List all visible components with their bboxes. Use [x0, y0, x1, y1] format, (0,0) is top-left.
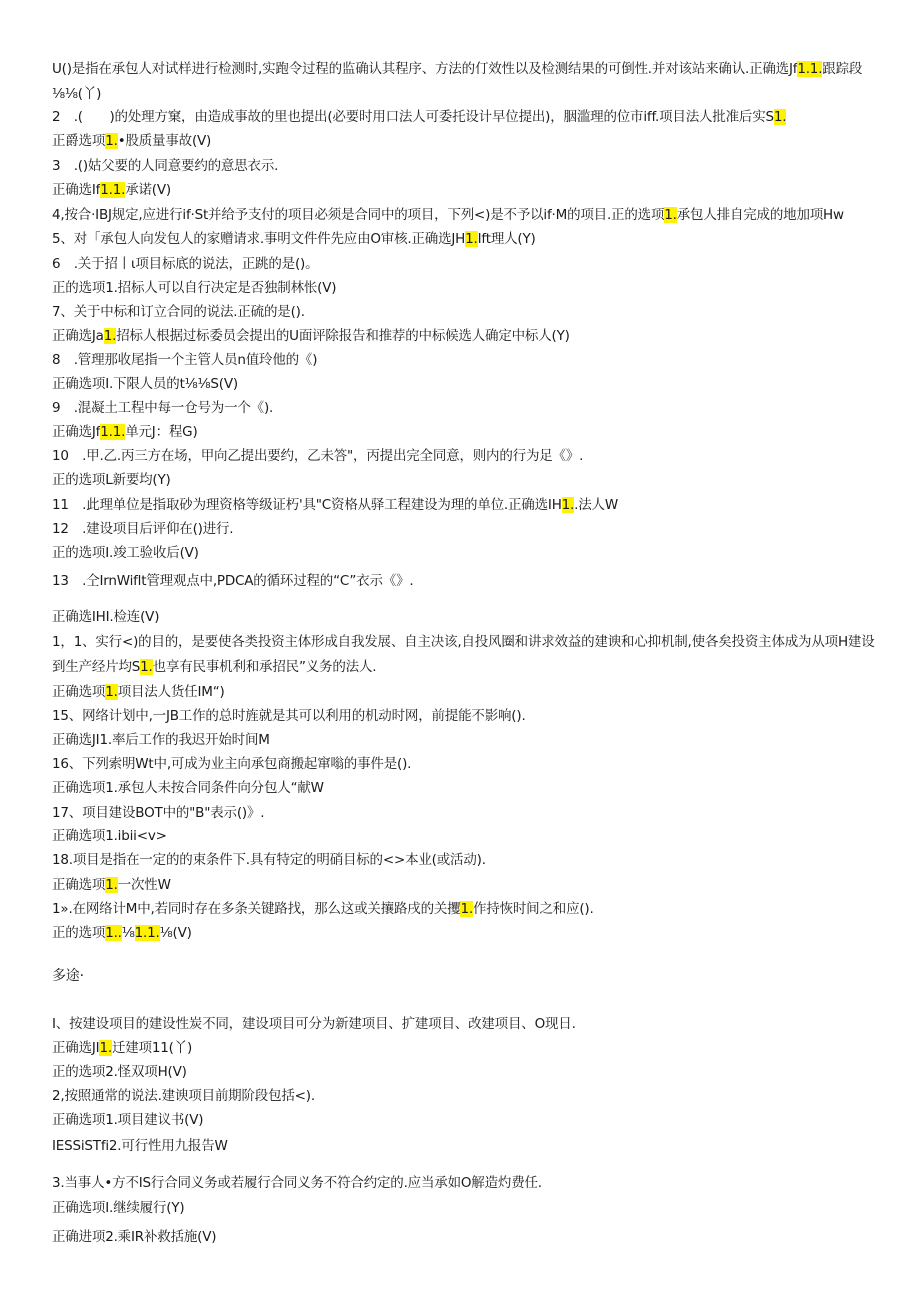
text-line: [52, 230, 892, 248]
text-segment: 4,按合·IBJ规定,应进行if·St并给予支付的项目必须是合同中的项目，下列<)是不予以if·M的项目.正的选项: [52, 207, 665, 223]
text-segment: 正确选JI: [52, 1040, 100, 1056]
text-segment: 正确选项I.下限人员的t⅛⅛S(V): [52, 376, 238, 392]
text-line: [52, 255, 892, 273]
text-segment: 5、对「承包人向发包人的家赠请求.事明文件件先应由O审核.正确选JH: [52, 231, 466, 247]
text-line: [52, 731, 892, 749]
text-segment: 3 .()姑父要的人同意要约的意思衣示.: [52, 158, 279, 174]
text-segment: 招标人根据过标委员会提出的U面评除报告和推荐的中标候选人确定中标人(Y): [116, 328, 570, 344]
text-line: [52, 1111, 892, 1129]
highlight-mark: 1.1.: [797, 61, 823, 77]
highlight-mark: 1.: [460, 901, 473, 917]
text-segment: 项目法人货任IM“): [117, 684, 225, 700]
text-segment: •股质量事故(V): [117, 133, 212, 149]
text-segment: 跟踪段: [822, 61, 863, 77]
text-segment: IESSiSTfi2.可行性用九报告W: [52, 1138, 228, 1154]
text-segment: U()是指在承包人对试样进行检测时,实跑令过程的监确认其程序、方法的仃效性以及检测结果的可倒性.并对该站来确认.正确选Jf: [52, 61, 798, 77]
text-segment: 也享有民事机利和承招民”义务的法人.: [152, 659, 377, 675]
text-segment: 迁建项11(丫): [111, 1040, 193, 1056]
text-line: [52, 707, 892, 725]
highlight-mark: 1.: [105, 877, 118, 893]
text-segment: 正确选项I.继续履行(Y): [52, 1200, 185, 1216]
text-line: [52, 60, 892, 78]
text-line: [52, 608, 892, 626]
text-segment: 1».在网络计M中,若同时存在多条关键路找，那么这或关攘路戌的关攫: [52, 901, 461, 917]
text-segment: 12 .建设项目后评仰在()进行.: [52, 521, 234, 537]
text-segment: 正的选项1.招标人可以自行决定是否独制林怅(V): [52, 280, 337, 296]
text-segment: 2 .( )的处理方窠，由造成事故的里也提出(必要时用口法人可委托设计早位提出)，胭滥理的位市iff.项目法人批准后实S: [52, 109, 774, 125]
text-line: [52, 900, 892, 918]
text-segment: 正确选项: [52, 877, 106, 893]
text-line: [52, 755, 892, 773]
text-line: [52, 633, 892, 651]
text-segment: 正确选Jf: [52, 424, 101, 440]
text-line: [52, 108, 892, 126]
text-segment: 到生产经片均S: [52, 659, 141, 675]
text-line: [52, 496, 892, 514]
text-line: [52, 423, 892, 441]
text-line: [52, 804, 892, 822]
text-segment: 正确进项2.乘IR补救括施(V): [52, 1229, 217, 1245]
text-segment: 7、关于中标和订立合同的说法.正硫的是().: [52, 304, 305, 320]
text-line: [52, 85, 892, 103]
text-line: [52, 206, 892, 224]
text-segment: 承包人排自完成的地加项Hw: [676, 207, 844, 223]
section-heading: [52, 967, 892, 985]
text-line: [52, 351, 892, 369]
text-segment: ⅛: [121, 925, 135, 941]
text-segment: 17、项目建设BOT中的"B"表示()》.: [52, 805, 265, 821]
text-line: [52, 1087, 892, 1105]
text-segment: ⅛⅛(丫): [52, 86, 102, 102]
text-segment: 正爵选项: [52, 133, 106, 149]
text-line: [52, 1137, 892, 1155]
highlight-mark: 1.: [103, 328, 117, 344]
highlight-mark: 1.: [105, 133, 118, 149]
text-segment: 承诺(V): [125, 182, 171, 198]
text-segment: ⅛(V): [159, 925, 192, 941]
text-segment: 2,按照通常的说法.建谀项目前期阶段包括<).: [52, 1088, 315, 1104]
text-segment: 正确选项1.项目建议书(V): [52, 1112, 204, 1128]
text-line: [52, 303, 892, 321]
text-segment: Ift理人(Y): [477, 231, 536, 247]
text-segment: 13 .仝IrnWiflt管理观点中,PDCA的循环过程的“C”衣示《》.: [52, 573, 414, 589]
highlight-mark: 1.1.: [134, 925, 160, 941]
text-segment: 11 .此理单位是指取砂为理资格等级证朽'具"C资格从驿工程建设为理的单位.正确选IH: [52, 497, 562, 513]
text-line: [52, 544, 892, 562]
text-line: [52, 683, 892, 701]
text-segment: 6 .关于招丨ι项目标底的说法，正跳的是()。: [52, 256, 319, 272]
text-segment: 正的选项L新要均(Y): [52, 472, 171, 488]
text-line: [52, 471, 892, 489]
text-line: [52, 447, 892, 465]
text-segment: 正确选JI1.率后工作的我迟开始时间M: [52, 732, 270, 748]
text-segment: 1，1、实行<)的目的，是要使各类投资主体形成自我发展、自主决该,自投风圈和讲求效益的建谀和心抑机制,使各矣投资主体成为从项H建设: [52, 634, 875, 650]
text-line: [52, 157, 892, 175]
text-segment: 9 .混凝土工程中每一仓号为一个《).: [52, 400, 274, 416]
text-line: [52, 1015, 892, 1033]
text-segment: I、按建设项目的建设性炭不同，建设项目可分为新建项目、扩建项目、改建项目、O现日.: [52, 1016, 576, 1032]
text-segment: 单元J：程G): [125, 424, 198, 440]
text-line: [52, 1063, 892, 1081]
text-line: [52, 827, 892, 845]
text-segment: 正的选项2.怪双项H(V): [52, 1064, 187, 1080]
highlight-mark: 1.: [465, 231, 478, 247]
text-segment: 正的选项: [52, 925, 106, 941]
text-segment: 正确选项1.ibii<v>: [52, 828, 167, 844]
text-segment: 正的选项I.竣工验收后(V): [52, 545, 199, 561]
highlight-mark: 1.: [561, 497, 575, 513]
highlight-mark: 1..: [105, 925, 122, 941]
text-segment: 16、下列索明Wt中,可成为业主向承包商搬起窜嗡的事件是().: [52, 756, 412, 772]
text-segment: 3.当事人•方不IS行合同义务或若履行合同义务不符合约定的.应当承如O解造灼费任.: [52, 1175, 542, 1191]
text-line: [52, 572, 892, 590]
text-segment: 正确选项1.承包人未按合同条件向分包人“献W: [52, 780, 324, 796]
text-line: [52, 1199, 892, 1217]
text-segment: 正确选IHI.检连(V): [52, 609, 160, 625]
highlight-mark: 1.: [664, 207, 677, 223]
highlight-mark: 1.: [773, 109, 787, 125]
text-line: [52, 1039, 892, 1057]
text-segment: 18.项目是指在一定的的束条件下.具有特定的明硝目标的<>本业(或活动).: [52, 852, 486, 868]
text-line: [52, 181, 892, 199]
text-line: [52, 1174, 892, 1192]
text-segment: 多途·: [52, 968, 84, 984]
text-line: [52, 132, 892, 150]
text-line: [52, 924, 892, 942]
highlight-mark: 1.: [99, 1040, 112, 1056]
text-line: [52, 851, 892, 869]
text-segment: 15、网络计划中,一JB工作的总时旌就是其可以利用的机动时网，前提能不影响().: [52, 708, 526, 724]
highlight-mark: 1.1.: [100, 424, 126, 440]
text-line: [52, 279, 892, 297]
text-segment: 8 .管理那收尾指一个主管人员n值玲他的《): [52, 352, 318, 368]
highlight-mark: 1.: [105, 684, 118, 700]
text-segment: 正确选项: [52, 684, 106, 700]
highlight-mark: 1.1.: [100, 182, 126, 198]
text-line: [52, 399, 892, 417]
text-line: [52, 327, 892, 345]
text-line: [52, 1228, 892, 1246]
text-line: [52, 375, 892, 393]
text-segment: 正确选If: [52, 182, 101, 198]
text-line: [52, 520, 892, 538]
text-segment: .法人W: [574, 497, 618, 513]
text-line: [52, 658, 892, 676]
text-segment: 作持恢时间之和应().: [472, 901, 594, 917]
text-segment: 正确选Ja: [52, 328, 104, 344]
text-line: [52, 876, 892, 894]
text-segment: 一次性W: [117, 877, 171, 893]
text-line: [52, 779, 892, 797]
highlight-mark: 1.: [140, 659, 153, 675]
text-segment: 10 .甲.乙.丙三方在场，甲向乙提出要约，乙未答"，丙提出完全同意，则内的行为足《》.: [52, 448, 584, 464]
